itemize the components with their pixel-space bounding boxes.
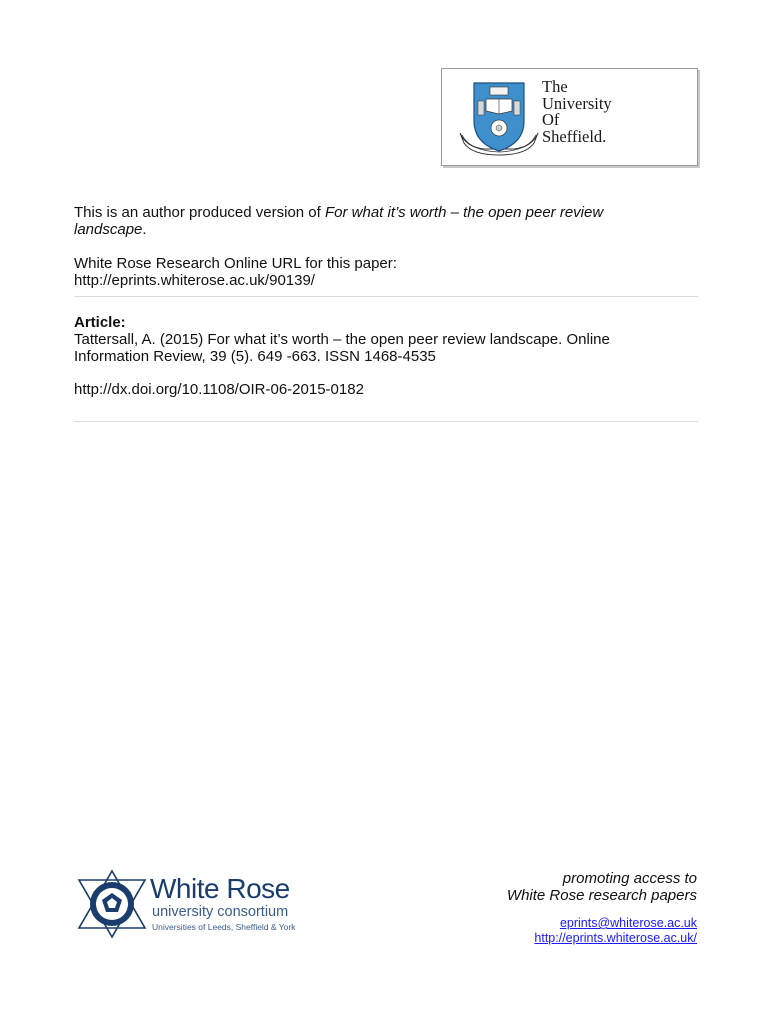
paper-url[interactable]: http://eprints.whiterose.ac.uk/90139/ (74, 272, 315, 289)
article-heading: Article: (74, 314, 126, 331)
tagline-line-1: promoting access to (562, 870, 697, 887)
url-label: White Rose Research Online URL for this paper: (74, 255, 397, 272)
tagline-line-2: White Rose research papers (506, 887, 697, 904)
white-rose-title: White Rose (150, 873, 290, 904)
intro-suffix: . (142, 221, 147, 238)
university-name-line: The (542, 77, 568, 96)
citation-line-1: Tattersall, A. (2015) For what it’s worth – the open peer review landscape. Online (74, 331, 610, 348)
intro-paragraph (74, 204, 674, 238)
intro-line-2 (74, 221, 674, 238)
website-link[interactable]: http://eprints.whiterose.ac.uk/ (534, 931, 697, 945)
white-rose-logo-icon (76, 868, 148, 940)
divider (74, 421, 698, 422)
white-rose-universities: Universities of Leeds, Sheffield & York (152, 922, 296, 932)
university-name-line: Sheffield. (542, 126, 607, 146)
divider (74, 296, 698, 297)
university-name-line: University (542, 93, 612, 113)
paper-title-part-1: For what it’s worth – the open peer review (324, 204, 604, 221)
intro-prefix: This is an author produced version of (74, 204, 325, 221)
university-name (542, 79, 692, 145)
article-section (74, 314, 674, 365)
university-logo (441, 68, 698, 166)
doi-section (74, 381, 674, 398)
paper-title-part-2: landscape (74, 221, 143, 238)
email-link[interactable]: eprints@whiterose.ac.uk (559, 916, 697, 930)
university-crest-icon (456, 77, 542, 157)
white-rose-subtitle: university consortium (152, 904, 289, 920)
doi-link[interactable]: http://dx.doi.org/10.1108/OIR-06-2015-0182 (74, 381, 364, 398)
university-name-line: Of (542, 110, 560, 129)
url-section (74, 255, 674, 289)
citation-line-2: Information Review, 39 (5). 649 -663. ISSN 1468-4535 (74, 348, 436, 365)
intro-line-1 (74, 204, 674, 221)
